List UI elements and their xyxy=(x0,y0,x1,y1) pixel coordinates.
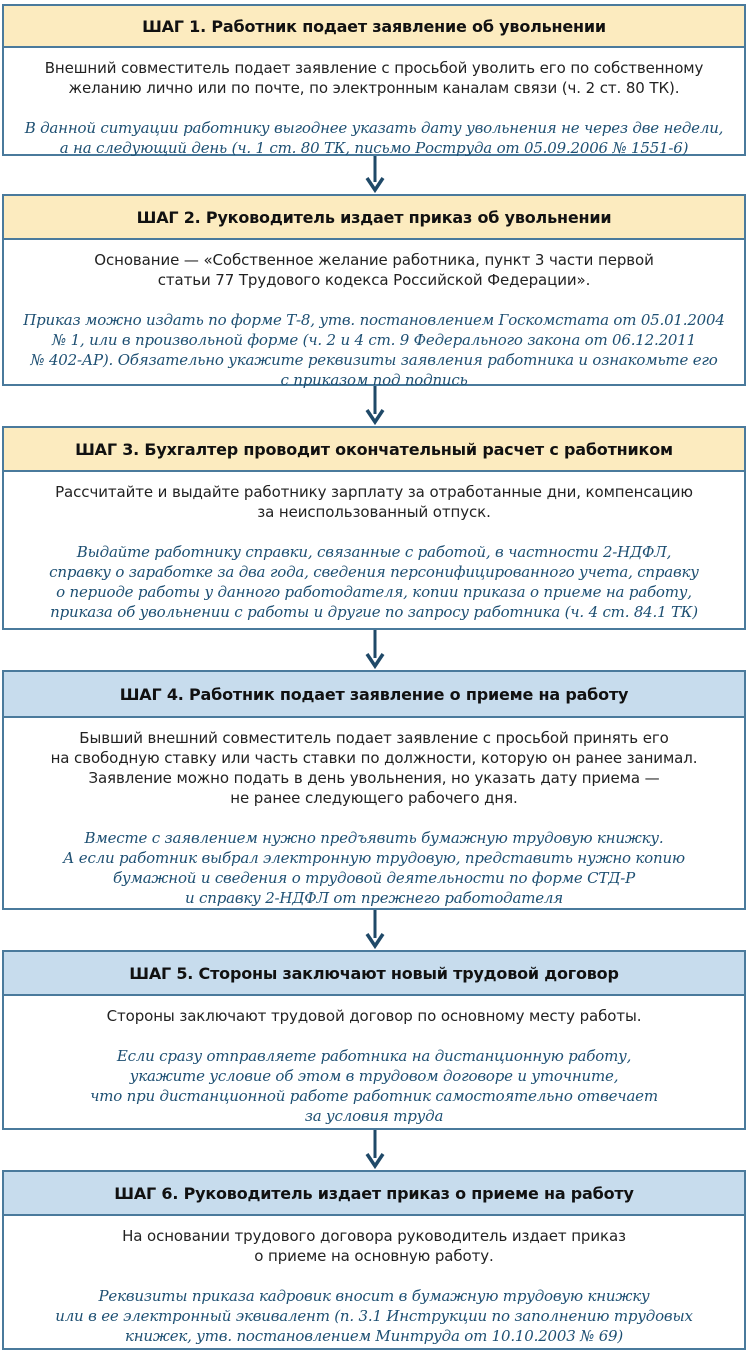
step-6-text xyxy=(16,1226,732,1266)
note-line: Вместе с заявлением нужно предъявить бумажную трудовую книжку. xyxy=(84,829,664,847)
text-line: не ранее следующего рабочего дня. xyxy=(230,789,518,807)
step-6-title: ШАГ 6. Руководитель издает приказ о приеме на работу xyxy=(4,1172,744,1216)
text-line: Стороны заключают трудовой договор по основному месту работы. xyxy=(106,1007,642,1025)
step-5-note xyxy=(16,1046,732,1126)
text-line: Внешний совместитель подает заявление с просьбой уволить его по собственному xyxy=(44,59,704,77)
note-line: о периоде работы у данного работодателя, копии приказа о приеме на работу, xyxy=(56,583,692,601)
arrow-down-icon xyxy=(363,1130,387,1170)
step-3-title: ШАГ 3. Бухгалтер проводит окончательный расчет с работником xyxy=(4,428,744,472)
note-line: Выдайте работнику справки, связанные с работой, в частности 2-НДФЛ, xyxy=(76,543,672,561)
text-line: На основании трудового договора руководитель издает приказ xyxy=(122,1227,626,1245)
step-2-box xyxy=(2,194,746,389)
step-1-note xyxy=(16,118,732,158)
note-line: книжек, утв. постановлением Минтруда от 10.10.2003 № 69) xyxy=(124,1327,624,1345)
note-line: с приказом под подпись xyxy=(280,371,468,389)
step-2-body xyxy=(4,240,744,390)
step-5-text xyxy=(16,1006,732,1026)
step-6-note xyxy=(16,1286,732,1346)
note-line: или в ее электронный эквивалент (п. 3.1 Инструкции по заполнению трудовых xyxy=(55,1307,693,1325)
step-4-body xyxy=(4,718,744,908)
note-line: № 402-АР). Обязательно укажите реквизиты заявления работника и ознакомьте его xyxy=(30,351,718,369)
text-line: Рассчитайте и выдайте работнику зарплату за отработанные дни, компенсацию xyxy=(55,483,693,501)
text-line: Основание — «Собственное желание работника, пункт 3 части первой xyxy=(94,251,654,269)
step-2-title: ШАГ 2. Руководитель издает приказ об увольнении xyxy=(4,196,744,240)
step-4-note xyxy=(16,828,732,908)
step-5-body xyxy=(4,996,744,1126)
text-line: на свободную ставку или часть ставки по должности, которую он ранее занимал. xyxy=(50,749,698,767)
arrow-down-icon xyxy=(363,386,387,426)
note-line: приказа об увольнении с работы и другие по запросу работника (ч. 4 ст. 84.1 ТК) xyxy=(50,603,698,621)
step-1-text xyxy=(16,58,732,98)
step-6-box xyxy=(2,1170,746,1350)
step-1-body xyxy=(4,48,744,158)
text-line: о приеме на основную работу. xyxy=(254,1247,494,1265)
note-line: Если сразу отправляете работника на дистанционную работу, xyxy=(116,1047,632,1065)
text-line: статьи 77 Трудового кодекса Российской Федерации». xyxy=(157,271,591,289)
text-line: за неиспользованный отпуск. xyxy=(257,503,491,521)
text-line: Заявление можно подать в день увольнения, но указать дату приема — xyxy=(88,769,660,787)
arrow-down-icon xyxy=(363,156,387,194)
step-5-box xyxy=(2,950,746,1130)
text-line: Бывший внешний совместитель подает заявление с просьбой принять его xyxy=(79,729,669,747)
arrow-down-icon xyxy=(363,910,387,950)
step-3-body xyxy=(4,472,744,622)
step-4-box xyxy=(2,670,746,910)
note-line: Приказ можно издать по форме Т-8, утв. постановлением Госкомстата от 05.01.2004 xyxy=(23,311,725,329)
note-line: справку о заработке за два года, сведения персонифицированного учета, справку xyxy=(49,563,699,581)
step-3-text xyxy=(16,482,732,522)
step-1-title: ШАГ 1. Работник подает заявление об увольнении xyxy=(4,6,744,48)
note-line: укажите условие об этом в трудовом договоре и уточните, xyxy=(129,1067,619,1085)
note-line: а на следующий день (ч. 1 ст. 80 ТК, письмо Роструда от 05.09.2006 № 1551-6) xyxy=(59,139,689,157)
note-line: и справку 2-НДФЛ от прежнего работодателя xyxy=(185,889,563,907)
note-line: В данной ситуации работнику выгоднее указать дату увольнения не через две недели, xyxy=(24,119,724,137)
step-5-title: ШАГ 5. Стороны заключают новый трудовой договор xyxy=(4,952,744,996)
note-line: № 1, или в произвольной форме (ч. 2 и 4 ст. 9 Федерального закона от 06.12.2011 xyxy=(52,331,696,349)
note-line: что при дистанционной работе работник самостоятельно отвечает xyxy=(90,1087,658,1105)
note-line: Реквизиты приказа кадровик вносит в бумажную трудовую книжку xyxy=(98,1287,650,1305)
note-line: за условия труда xyxy=(304,1107,444,1125)
note-line: А если работник выбрал электронную трудовую, представить нужно копию xyxy=(63,849,685,867)
step-3-box xyxy=(2,426,746,630)
text-line: желанию лично или по почте, по электронным каналам связи (ч. 2 ст. 80 ТК). xyxy=(68,79,680,97)
step-2-text xyxy=(16,250,732,290)
step-3-note xyxy=(16,542,732,622)
step-4-text xyxy=(16,728,732,808)
note-line: бумажной и сведения о трудовой деятельности по форме СТД-Р xyxy=(113,869,635,887)
step-1-box xyxy=(2,4,746,156)
step-6-body xyxy=(4,1216,744,1346)
arrow-down-icon xyxy=(363,630,387,670)
step-2-note xyxy=(16,310,732,390)
step-4-title: ШАГ 4. Работник подает заявление о приеме на работу xyxy=(4,672,744,718)
